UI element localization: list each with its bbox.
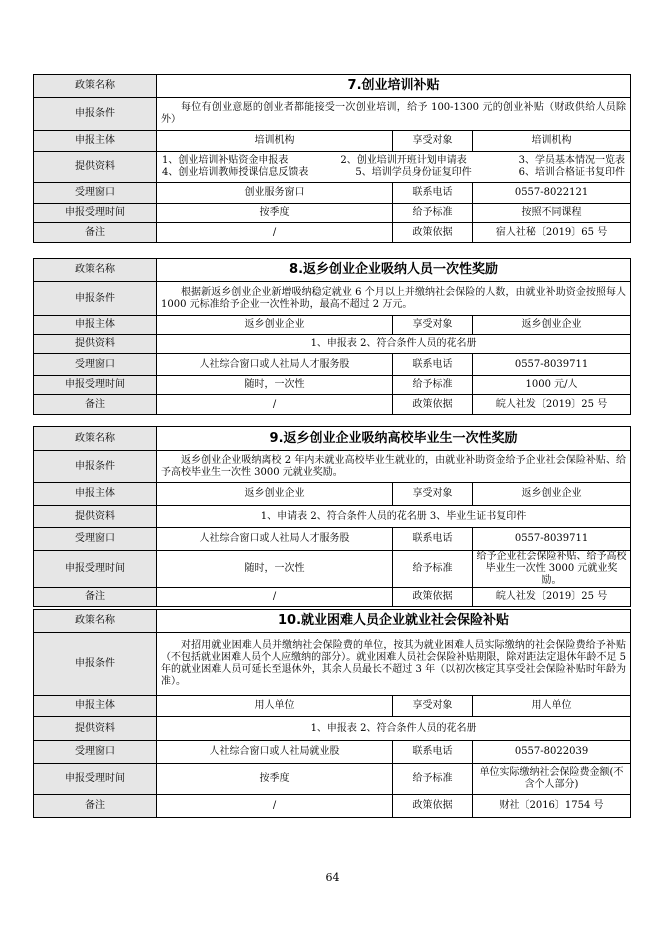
basis-value: 皖人社发〔2019〕25 号 [473, 588, 631, 607]
remark-value: / [157, 795, 393, 818]
materials-list [157, 152, 631, 183]
policy-table-8 [33, 258, 631, 415]
subject-value: 返乡创业企业 [157, 316, 393, 335]
materials-text: 1、申请表 2、符合条件人员的花名册 3、毕业生证书复印件 [157, 506, 631, 528]
remark-value: / [157, 395, 393, 415]
standard-label: 给予标准 [393, 764, 473, 795]
time-value: 按季度 [157, 764, 393, 795]
standard-label: 给予标准 [393, 376, 473, 395]
subject-label: 申报主体 [34, 696, 157, 717]
phone-label: 联系电话 [393, 741, 473, 764]
phone-value: 0557-8022039 [473, 741, 631, 764]
standard-value: 单位实际缴纳社会保险费金额(不含个人部分) [473, 764, 631, 795]
remark-label: 备注 [34, 395, 157, 415]
standard-value: 给予企业社会保险补贴、给予高校毕业生一次性 3000 元就业奖励。 [473, 551, 631, 588]
phone-value: 0557-8022121 [473, 183, 631, 204]
time-label: 申报受理时间 [34, 204, 157, 223]
subject-value: 培训机构 [157, 131, 393, 152]
materials-line [160, 155, 627, 167]
material-item: 4、创业培训教师授课信息反馈表 [162, 167, 309, 178]
basis-label: 政策依据 [393, 395, 473, 415]
materials-line [160, 167, 627, 179]
conditions-text: 每位有创业意愿的创业者都能接受一次创业培训，给予 100-1300 元的创业补贴（财政供给人员除外） [157, 98, 631, 131]
basis-label: 政策依据 [393, 588, 473, 607]
policy-title: 8.返乡创业企业吸纳人员一次性奖励 [157, 259, 631, 282]
phone-value: 0557-8039711 [473, 354, 631, 376]
beneficiary-value: 返乡创业企业 [473, 483, 631, 506]
basis-label: 政策依据 [393, 223, 473, 243]
policy-table-7 [33, 74, 631, 243]
remark-label: 备注 [34, 223, 157, 243]
phone-label: 联系电话 [393, 528, 473, 551]
time-label: 申报受理时间 [34, 551, 157, 588]
beneficiary-value: 返乡创业企业 [473, 316, 631, 335]
standard-value: 按照不同课程 [473, 204, 631, 223]
remark-value: / [157, 588, 393, 607]
subject-value: 用人单位 [157, 696, 393, 717]
material-item: 2、创业培训开班计划申请表 [340, 155, 467, 166]
time-label: 申报受理时间 [34, 376, 157, 395]
policy-table-10 [33, 609, 631, 818]
window-value: 创业服务窗口 [157, 183, 393, 204]
beneficiary-value: 用人单位 [473, 696, 631, 717]
materials-label: 提供资料 [34, 506, 157, 528]
window-value: 人社综合窗口或人社局就业股 [157, 741, 393, 764]
conditions-label: 申报条件 [34, 451, 157, 483]
time-label: 申报受理时间 [34, 764, 157, 795]
standard-value: 1000 元/人 [473, 376, 631, 395]
policy-name-label: 政策名称 [34, 610, 157, 633]
basis-value: 财社〔2016〕1754 号 [473, 795, 631, 818]
page-number: 64 [325, 871, 340, 884]
beneficiary-label: 享受对象 [393, 696, 473, 717]
policy-name-label: 政策名称 [34, 427, 157, 451]
window-value: 人社综合窗口或人社局人才服务股 [157, 528, 393, 551]
standard-label: 给予标准 [393, 551, 473, 588]
subject-value: 返乡创业企业 [157, 483, 393, 506]
phone-label: 联系电话 [393, 354, 473, 376]
policy-title: 7.创业培训补贴 [157, 75, 631, 98]
basis-value: 宿人社秘〔2019〕65 号 [473, 223, 631, 243]
phone-label: 联系电话 [393, 183, 473, 204]
conditions-label: 申报条件 [34, 633, 157, 696]
phone-value: 0557-8039711 [473, 528, 631, 551]
material-item: 1、创业培训补贴资金申报表 [162, 155, 289, 166]
materials-label: 提供资料 [34, 335, 157, 354]
subject-label: 申报主体 [34, 131, 157, 152]
window-value: 人社综合窗口或人社局人才服务股 [157, 354, 393, 376]
materials-text: 1、申报表 2、符合条件人员的花名册 [157, 335, 631, 354]
subject-label: 申报主体 [34, 483, 157, 506]
window-label: 受理窗口 [34, 528, 157, 551]
remark-label: 备注 [34, 588, 157, 607]
material-item: 3、学员基本情况一览表 [518, 155, 626, 166]
materials-label: 提供资料 [34, 152, 157, 183]
policy-name-label: 政策名称 [34, 75, 157, 98]
basis-value: 皖人社发〔2019〕25 号 [473, 395, 631, 415]
subject-label: 申报主体 [34, 316, 157, 335]
materials-text: 1、申报表 2、符合条件人员的花名册 [157, 717, 631, 741]
window-label: 受理窗口 [34, 183, 157, 204]
policy-title: 10.就业困难人员企业就业社会保险补贴 [157, 610, 631, 633]
conditions-label: 申报条件 [34, 98, 157, 131]
material-item: 5、培训学员身份证复印件 [355, 167, 472, 178]
policy-table-9 [33, 426, 631, 607]
policy-title: 9.返乡创业企业吸纳高校毕业生一次性奖励 [157, 427, 631, 451]
beneficiary-label: 享受对象 [393, 131, 473, 152]
standard-label: 给予标准 [393, 204, 473, 223]
conditions-text: 根据新返乡创业企业新增吸纳稳定就业 6 个月以上并缴纳社会保险的人数，由就业补助资金按照每人 1000 元标准给予企业一次性补助，最高不超过 2 万元。 [157, 282, 631, 316]
beneficiary-label: 享受对象 [393, 483, 473, 506]
beneficiary-label: 享受对象 [393, 316, 473, 335]
material-item: 6、培训合格证书复印件 [518, 167, 626, 178]
remark-value: / [157, 223, 393, 243]
conditions-text: 返乡创业企业吸纳离校 2 年内未就业高校毕业生就业的，由就业补助资金给予企业社会保险补贴、给予高校毕业生一次性 3000 元就业奖励。 [157, 451, 631, 483]
conditions-label: 申报条件 [34, 282, 157, 316]
window-label: 受理窗口 [34, 354, 157, 376]
policy-name-label: 政策名称 [34, 259, 157, 282]
time-value: 随时，一次性 [157, 376, 393, 395]
remark-label: 备注 [34, 795, 157, 818]
materials-label: 提供资料 [34, 717, 157, 741]
basis-label: 政策依据 [393, 795, 473, 818]
conditions-text: 对招用就业困难人员并缴纳社会保险费的单位，按其为就业困难人员实际缴纳的社会保险费给予补贴（不包括就业困难人员个人应缴纳的部分）。就业困难人员社会保险补贴期限，除对距法定退休年龄不足 5 年的就业困难人员可延长至退休外，其余人员最长不超过 3 年（以初次核定其享受社会保险补贴时年龄为准）。 [157, 633, 631, 696]
window-label: 受理窗口 [34, 741, 157, 764]
beneficiary-value: 培训机构 [473, 131, 631, 152]
time-value: 随时，一次性 [157, 551, 393, 588]
time-value: 按季度 [157, 204, 393, 223]
